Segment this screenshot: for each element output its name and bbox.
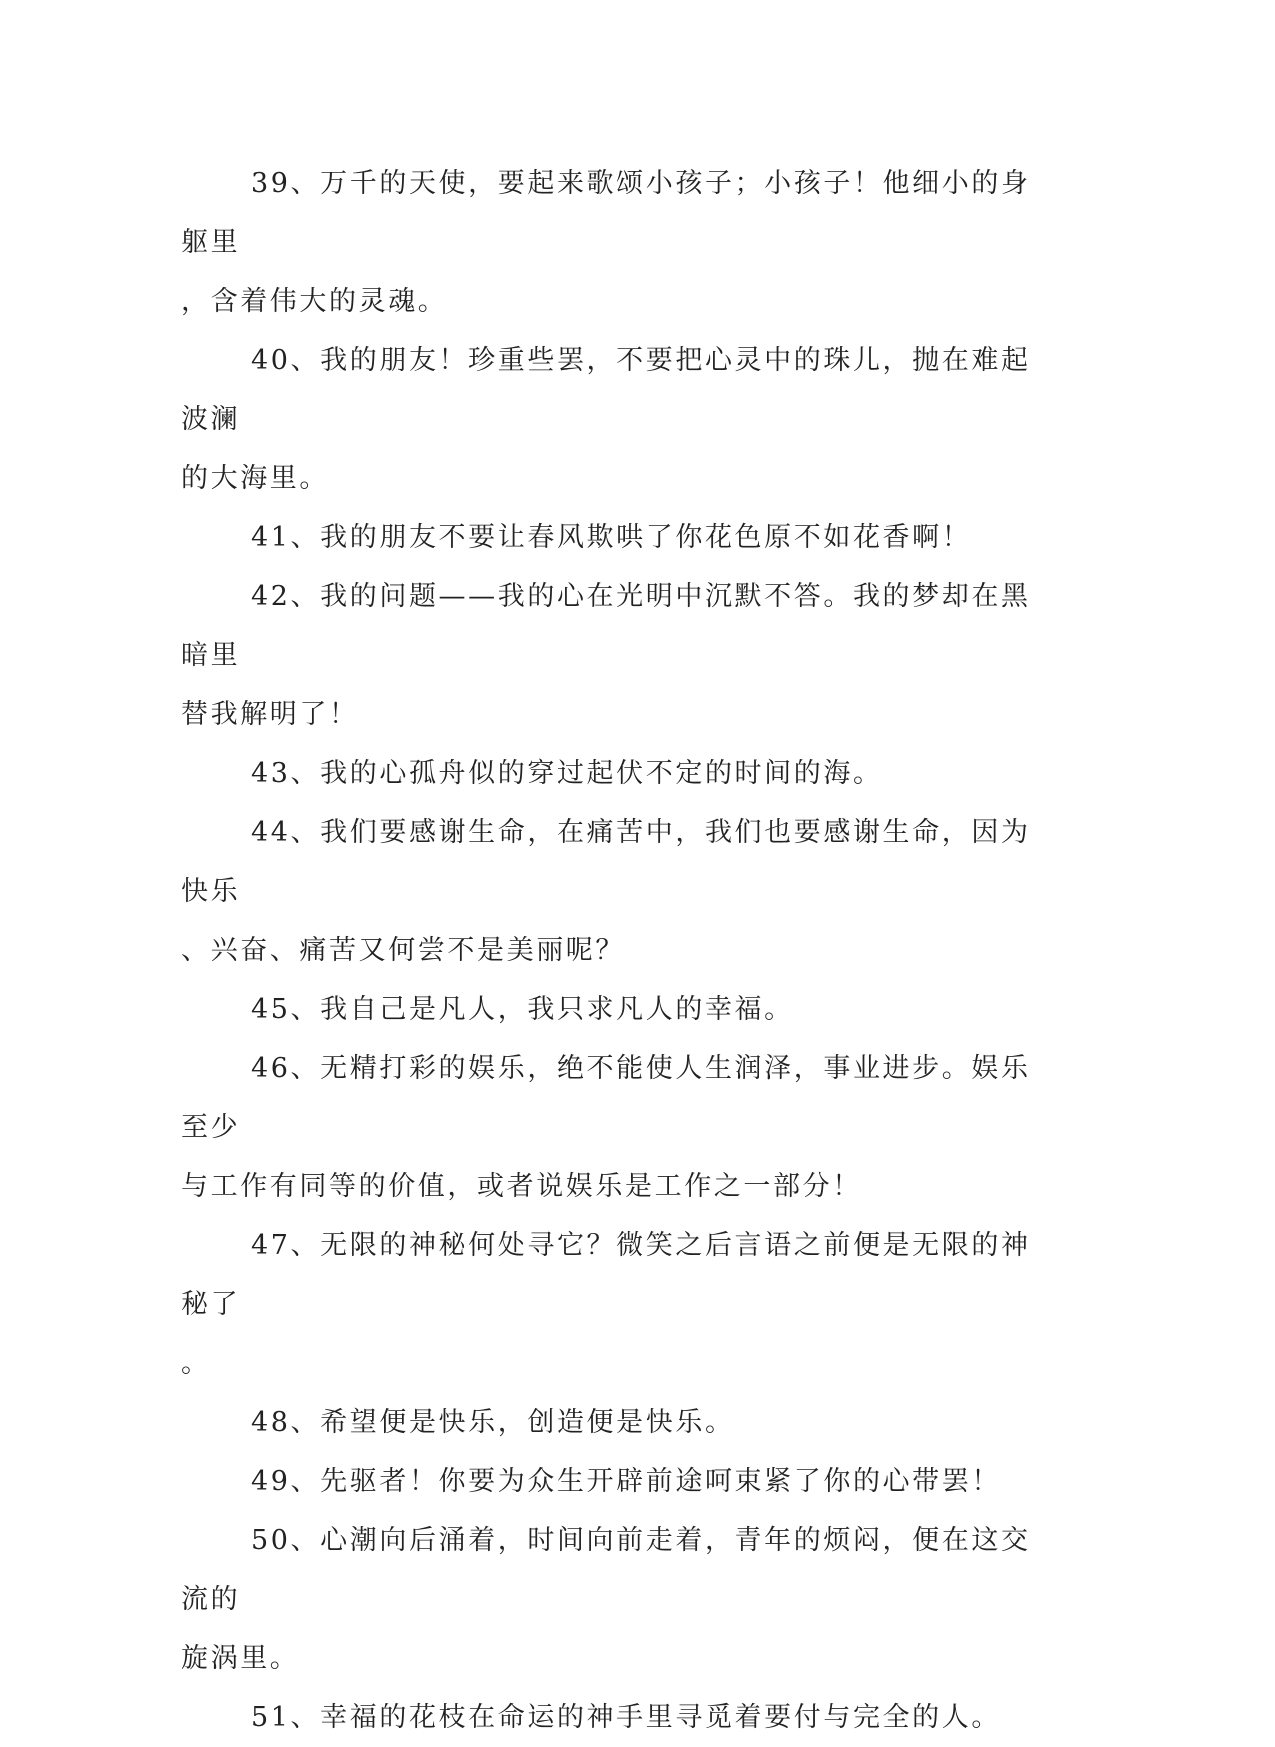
paragraph-41: 41、我的朋友不要让春风欺哄了你花色原不如花香啊！ <box>251 522 972 553</box>
paragraph-50: 50、心潮向后涌着，时间向前走着，青年的烦闷，便在这交流的 旋涡里。 <box>181 1525 1031 1674</box>
paragraph-47: 47、无限的神秘何处寻它？微笑之后言语之前便是无限的神秘了 。 <box>181 1230 1031 1379</box>
paragraph-43: 43、我的心孤舟似的穿过起伏不定的时间的海。 <box>251 758 883 789</box>
paragraph-42: 42、我的问题——我的心在光明中沉默不答。我的梦却在黑暗里 替我解明了！ <box>181 581 1031 730</box>
paragraph-48: 48、希望便是快乐，创造便是快乐。 <box>251 1407 735 1438</box>
paragraph-45: 45、我自己是凡人，我只求凡人的幸福。 <box>251 994 794 1025</box>
document-body <box>181 154 1031 1747</box>
paragraph-51: 51、幸福的花枝在命运的神手里寻觅着要付与完全的人。 <box>251 1702 1001 1733</box>
paragraph-44: 44、我们要感谢生命，在痛苦中，我们也要感谢生命，因为快乐 、兴奋、痛苦又何尝不是美丽呢？ <box>181 817 1031 966</box>
paragraph-40: 40、我的朋友！珍重些罢，不要把心灵中的珠儿，抛在难起波澜 的大海里。 <box>181 345 1031 494</box>
paragraph-46: 46、无精打彩的娱乐，绝不能使人生润泽，事业进步。娱乐至少 与工作有同等的价值，或者说娱乐是工作之一部分！ <box>181 1053 1031 1202</box>
paragraph-49: 49、先驱者！你要为众生开辟前途呵束紧了你的心带罢！ <box>251 1466 1001 1497</box>
paragraph-39: 39、万千的天使，要起来歌颂小孩子；小孩子！他细小的身躯里 ，含着伟大的灵魂。 <box>181 168 1031 317</box>
